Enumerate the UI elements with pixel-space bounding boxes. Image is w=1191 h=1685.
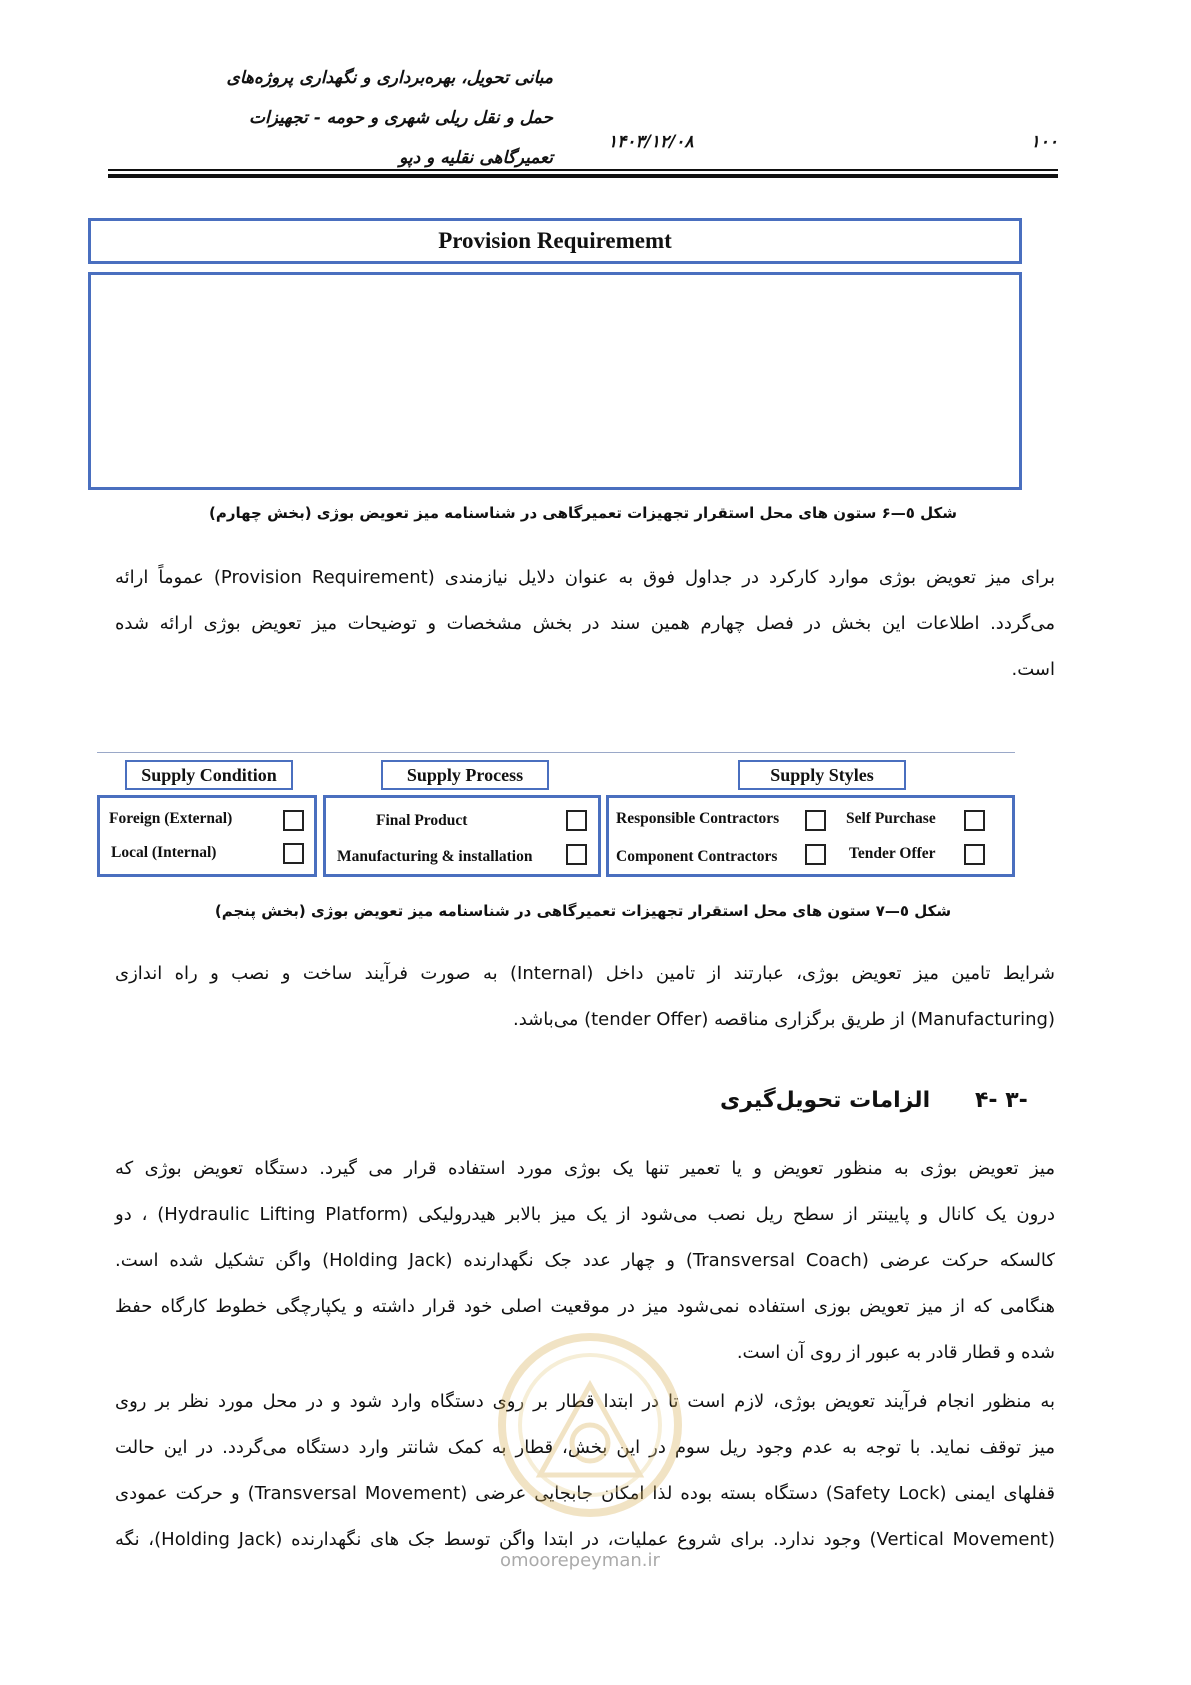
option-label: Local (Internal) <box>111 844 217 861</box>
header-rule-thick <box>108 174 1058 178</box>
paragraph-line: میز توقف نماید. با توجه به عدم وجود ریل سوم در این بخش، قطار به کمک شانتر وارد دستگاه می‌گردد. در این حالت <box>115 1437 1055 1458</box>
option-label: Foreign (External) <box>109 810 233 827</box>
header-rule <box>108 169 1058 171</box>
provision-title: Provision Requirememt <box>438 228 672 253</box>
checkbox-component-contractors[interactable] <box>805 844 826 865</box>
paragraph-line: (Manufacturing) از طریق برگزاری مناقصه (tender Offer) می‌باشد. <box>512 1009 1055 1030</box>
paragraph-line: قفلهای ایمنی (Safety Lock) دستگاه بسته بوده لذا امکان جابجایی عرضی (Transversal Movement) و حرکت عمودی <box>115 1483 1056 1504</box>
supply-styles-header: Supply Styles <box>738 760 906 790</box>
paragraph-line: میز تعویض بوژی به منظور تعویض و یا تعمیر تنها یک بوژی مورد استفاده قرار می گیرد. دستگاه تعویض بوژی که <box>115 1158 1055 1179</box>
figure-caption: شکل ٥—۷ ستون های محل استقرار تجهیزات تعمیرگاهی در شناسنامه میز تعویض بوژی (بخش پنجم) <box>214 902 952 920</box>
header-date: ۱۴۰۳/۱۲/۰۸ <box>608 132 694 152</box>
checkbox-manufacturing[interactable] <box>566 844 587 865</box>
checkbox-foreign[interactable] <box>283 810 304 831</box>
paragraph-line: هنگامی که از میز تعویض بوزی استفاده نمی‌شود میز در موقعیت اصلی خود قرار داشته و یکپارچگی خطوط کارگاه حفظ <box>115 1296 1055 1317</box>
paragraph-line: برای میز تعویض بوژی موارد کارکرد در جداول فوق به عنوان دلایل نیازمندی (Provision Requirement) عموماً ارائه <box>115 567 1055 588</box>
document-title <box>133 58 553 178</box>
option-label: Component Contractors <box>616 848 778 865</box>
provision-body-box <box>88 272 1022 490</box>
option-label: Final Product <box>376 812 468 829</box>
supply-condition-header: Supply Condition <box>125 760 293 790</box>
title-line: تعمیرگاهی نقلیه و دپو <box>399 148 553 168</box>
watermark-logo-icon <box>490 1325 690 1555</box>
checkbox-responsible-contractors[interactable] <box>805 810 826 831</box>
page-number: ۱۰۰ <box>1030 132 1058 152</box>
checkbox-tender-offer[interactable] <box>964 844 985 865</box>
supply-condition-group <box>97 795 317 877</box>
option-label: Manufacturing & installation <box>337 848 533 865</box>
supply-styles-group <box>606 795 1015 877</box>
checkbox-local[interactable] <box>283 843 304 864</box>
checkbox-self-purchase[interactable] <box>964 810 985 831</box>
option-label: Responsible Contractors <box>616 810 780 827</box>
paragraph-line: (Vertical Movement) وجود ندارد. برای شروع عملیات، در ابتدا واگن توسط جک های نگهدارنده (Holding Jack)، نگه <box>115 1529 1055 1550</box>
title-line: حمل و نقل ریلی شهری و حومه - تجهیزات <box>248 108 553 128</box>
option-label: Tender Offer <box>849 845 936 862</box>
checkbox-final-product[interactable] <box>566 810 587 831</box>
paragraph-line: می‌گردد. اطلاعات این بخش در فصل چهارم همین سند در بخش مشخصات و توضیحات میز تعویض بوژی ارائه شده <box>115 613 1055 634</box>
provision-title-box <box>88 218 1022 264</box>
paragraph-line: به منظور انجام فرآیند تعویض بوژی، لازم است تا در ابتدا قطار بر روی دستگاه وارد شود و در محل مورد نظر بر روی <box>115 1391 1055 1412</box>
supply-process-header: Supply Process <box>381 760 549 790</box>
section-number: ۴- ۳- <box>975 1088 1028 1113</box>
paragraph-line: شده و قطار قادر به عبور از روی آن است. <box>736 1342 1055 1363</box>
paragraph <box>115 951 1055 1043</box>
option-label: Self Purchase <box>846 810 936 827</box>
section-title: الزامات تحویل‌گیری <box>720 1088 931 1113</box>
paragraph <box>115 555 1055 693</box>
paragraph-line: است. <box>1011 659 1055 680</box>
paragraph-line: درون یک کانال و پایینتر از سطح ریل نصب می‌شود از یک میز بالابر هیدرولیکی (Hydraulic Lifting Platform) ، دو <box>115 1204 1055 1225</box>
paragraph-line: کالسکه حرکت عرضی (Transversal Coach) و چهار عدد جک نگهدارنده (Holding Jack) واگن تشکیل شده است. <box>115 1250 1055 1271</box>
title-line: مبانی تحویل، بهره‌برداری و نگهداری پروژه‌های <box>226 68 553 88</box>
supply-figure <box>97 752 1015 882</box>
watermark-site: omoorepeyman.ir <box>500 1550 660 1571</box>
divider <box>97 752 1015 753</box>
page-header <box>108 58 1058 178</box>
figure-caption: شکل ٥—۶ ستون های محل استقرار تجهیزات تعمیرگاهی در شناسنامه میز تعویض بوژی (بخش چهارم) <box>209 504 957 522</box>
paragraph-line: شرایط تامین میز تعویض بوژی، عبارتند از تامین داخل (Internal) به صورت فرآیند ساخت و نصب و راه اندازی <box>115 963 1055 984</box>
supply-process-group <box>323 795 601 877</box>
